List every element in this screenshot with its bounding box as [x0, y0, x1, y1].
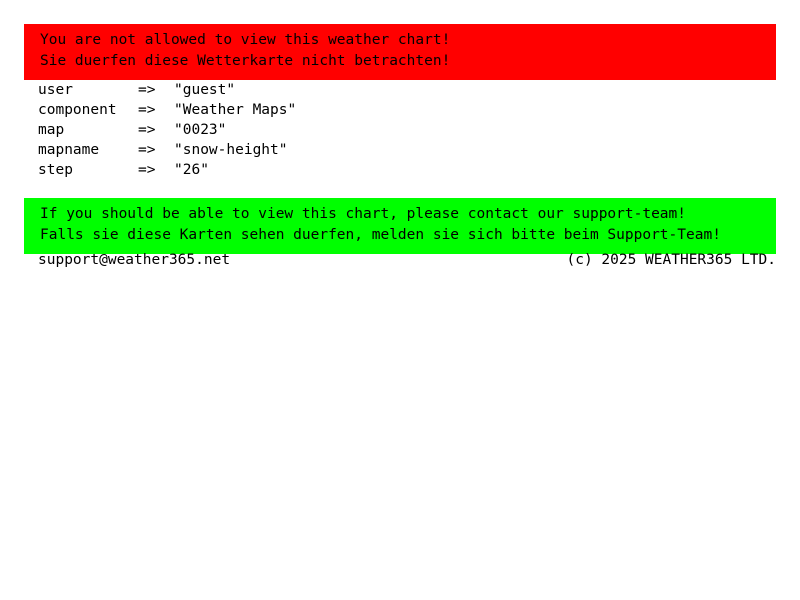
parameter-row-user — [38, 80, 738, 100]
error-banner — [24, 24, 776, 80]
parameter-row-step — [38, 160, 738, 180]
parameter-key: step — [38, 162, 73, 178]
copyright-notice: (c) 2025 WEATHER365 LTD. — [566, 252, 776, 268]
error-banner-line-en: You are not allowed to view this weather chart! — [40, 32, 451, 48]
error-banner-line-de: Sie duerfen diese Wetterkarte nicht betrachten! — [40, 53, 451, 69]
parameter-value: "0023" — [174, 122, 227, 138]
parameter-row-component — [38, 100, 738, 120]
page-footer — [38, 250, 776, 270]
parameter-key: user — [38, 82, 73, 98]
parameter-key: map — [38, 122, 65, 138]
parameter-list — [38, 80, 738, 180]
parameter-arrow: => — [138, 122, 156, 138]
parameter-row-mapname — [38, 140, 738, 160]
parameter-row-map — [38, 120, 738, 140]
parameter-value: "26" — [174, 162, 209, 178]
parameter-value: "snow-height" — [174, 142, 288, 158]
parameter-arrow: => — [138, 142, 156, 158]
parameter-arrow: => — [138, 82, 156, 98]
parameter-key: mapname — [38, 142, 100, 158]
parameter-arrow: => — [138, 162, 156, 178]
parameter-arrow: => — [138, 102, 156, 118]
parameter-value: "guest" — [174, 82, 236, 98]
parameter-value: "Weather Maps" — [174, 102, 297, 118]
info-banner — [24, 198, 776, 254]
info-banner-line-en: If you should be able to view this chart, please contact our support-team! — [40, 206, 687, 222]
parameter-key: component — [38, 102, 117, 118]
info-banner-line-de: Falls sie diese Karten sehen duerfen, melden sie sich bitte beim Support-Team! — [40, 227, 721, 243]
support-email-link[interactable]: support@weather365.net — [38, 252, 231, 268]
